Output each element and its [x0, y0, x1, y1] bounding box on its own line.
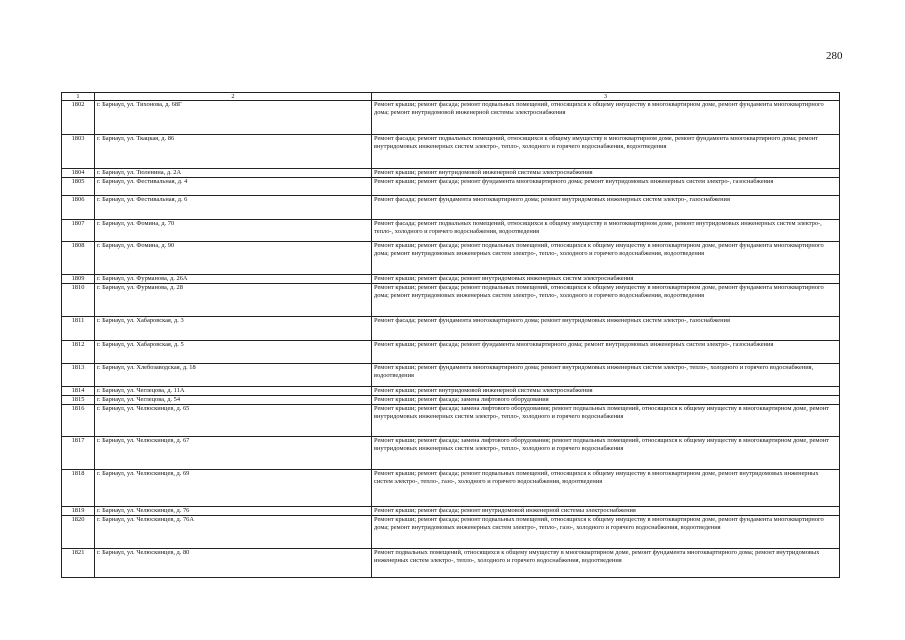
row-number: 1811 [62, 317, 95, 341]
row-number: 1817 [62, 437, 95, 470]
row-works: Ремонт крыши; ремонт фасада; ремонт подвальных помещений, относящихся к общему имуществу в многоквартирном доме, ремонт фундамента многоквартирного дома; ремонт внутридомовых инженерных систем электро-, тепло-, холодного и горячего водоснабжения, водоотведения [372, 284, 840, 317]
row-number: 1808 [62, 242, 95, 275]
row-works: Ремонт подвальных помещений, относящихся к общему имуществу в многоквартирном доме, ремонт фундамента многоквартирного дома; ремонт внутридомовых инженерных систем электро-, тепло-, холодного и горячего водоснабжения, водоотведения [372, 549, 840, 578]
table-row [62, 275, 840, 284]
row-address: г. Барнаул, ул. Фестивальная, д. 6 [95, 196, 372, 220]
row-address: г. Барнаул, ул. Челюскинцев, д. 67 [95, 437, 372, 470]
row-number: 1813 [62, 364, 95, 387]
row-address: г. Барнаул, ул. Хабаровская, д. 3 [95, 317, 372, 341]
row-works: Ремонт фасада; ремонт подвальных помещений, относящихся к общему имуществу в многоквартирном доме, ремонт фундамента многоквартирного дома; ремонт внутридомовых инженерных систем электро-, тепло-, холодного и горячего водоснабжения, водоотведения [372, 135, 840, 169]
column-header-1: 1 [62, 93, 95, 101]
table-row [62, 364, 840, 387]
row-number: 1818 [62, 470, 95, 507]
table-row [62, 387, 840, 396]
column-header-3: 3 [372, 93, 840, 101]
row-number: 1809 [62, 275, 95, 284]
table-row [62, 101, 840, 135]
row-address: г. Барнаул, ул. Чеглецова, д. 54 [95, 396, 372, 405]
table-row [62, 284, 840, 317]
row-address: г. Барнаул, ул. Челюскинцев, д. 76А [95, 516, 372, 549]
table-row [62, 470, 840, 507]
row-number: 1802 [62, 101, 95, 135]
row-number: 1812 [62, 341, 95, 364]
row-works: Ремонт крыши; ремонт внутридомовой инженерной системы электроснабжения [372, 169, 840, 178]
table-row [62, 242, 840, 275]
table-row [62, 169, 840, 178]
row-works: Ремонт крыши; ремонт фасада; ремонт внутридомовых инженерных систем электроснабжения [372, 275, 840, 284]
row-address: г. Барнаул, ул. Хабаровская, д. 5 [95, 341, 372, 364]
row-number: 1821 [62, 549, 95, 578]
column-header-2: 2 [95, 93, 372, 101]
row-number: 1810 [62, 284, 95, 317]
row-number: 1819 [62, 507, 95, 516]
table-row [62, 549, 840, 578]
row-number: 1804 [62, 169, 95, 178]
row-address: г. Барнаул, ул. Хлебозаводская, д. 18 [95, 364, 372, 387]
row-address: г. Барнаул, ул. Ткацкая, д. 86 [95, 135, 372, 169]
row-address: г. Барнаул, ул. Фомина, д. 90 [95, 242, 372, 275]
table-row [62, 405, 840, 437]
row-address: г. Барнаул, ул. Чеглецова, д. 11А [95, 387, 372, 396]
row-works: Ремонт крыши; ремонт фундамента многоквартирного дома; ремонт внутридомовых инженерных систем электро-, тепло-, холодного и горячего водоснабжения, водоотведения [372, 364, 840, 387]
row-works: Ремонт крыши; ремонт фасада; замена лифтового оборудования [372, 396, 840, 405]
row-address: г. Барнаул, ул. Тюленина, д. 2А [95, 169, 372, 178]
row-number: 1814 [62, 387, 95, 396]
table-row [62, 178, 840, 196]
row-number: 1805 [62, 178, 95, 196]
row-address: г. Барнаул, ул. Челюскинцев, д. 76 [95, 507, 372, 516]
row-address: г. Барнаул, ул. Челюскинцев, д. 69 [95, 470, 372, 507]
row-address: г. Барнаул, ул. Фурманова, д. 28 [95, 284, 372, 317]
table-row [62, 220, 840, 242]
row-works: Ремонт крыши; ремонт фасада; ремонт подвальных помещений, относящихся к общему имуществу в многоквартирном доме, ремонт фундамента многоквартирного дома; ремонт внутридомовых инженерных систем электро-, тепло-, холодного и горячего водоснабжения, водоотведения [372, 242, 840, 275]
row-works: Ремонт крыши; ремонт внутридомовой инженерной системы электроснабжения [372, 387, 840, 396]
row-works: Ремонт фасада; ремонт фундамента многоквартирного дома; ремонт внутридомовых инженерных систем электро-, газоснабжения [372, 196, 840, 220]
table-body [62, 101, 840, 578]
row-number: 1815 [62, 396, 95, 405]
row-works: Ремонт крыши; ремонт фасада; ремонт подвальных помещений, относящихся к общему имуществу в многоквартирном доме, ремонт фундамента многоквартирного дома; ремонт внутридомовой инженерной системы электроснабжения [372, 101, 840, 135]
repair-works-table [61, 92, 840, 578]
row-works: Ремонт фасада; ремонт подвальных помещений, относящихся к общему имуществу в многоквартирном доме, ремонт внутридомовых инженерных систем электро-, тепло-, холодного и горячего водоснабжения, водоотведения [372, 220, 840, 242]
row-address: г. Барнаул, ул. Фурманова, д. 26А [95, 275, 372, 284]
row-works: Ремонт крыши; ремонт фасада; замена лифтового оборудования; ремонт подвальных помещений, относящихся к общему имуществу в многоквартирном доме, ремонт внутридомовых инженерных систем электро-, тепло-, холодного и горячего водоснабжения [372, 437, 840, 470]
row-works: Ремонт крыши; ремонт фасада; замена лифтового оборудования; ремонт подвальных помещений, относящихся к общему имуществу в многоквартирном доме, ремонт внутридомовых инженерных систем электро-, тепло-, холодного и горячего водоснабжения [372, 405, 840, 437]
table-row [62, 341, 840, 364]
table-row [62, 516, 840, 549]
row-address: г. Барнаул, ул. Фомина, д. 70 [95, 220, 372, 242]
row-works: Ремонт крыши; ремонт фасада; ремонт подвальных помещений, относящихся к общему имуществу в многоквартирном доме, ремонт внутридомовых инженерных систем электро-, тепло-, газо-, холодного и горячего водоснабжения, водоотведения [372, 470, 840, 507]
row-number: 1816 [62, 405, 95, 437]
row-works: Ремонт крыши; ремонт фасада; ремонт подвальных помещений, относящихся к общему имуществу в многоквартирном доме, ремонт фундамента многоквартирного дома; ремонт внутридомовых инженерных систем электро-, тепло-, газо-, холодного и горячего водоснабжения, водоотведения [372, 516, 840, 549]
row-number: 1803 [62, 135, 95, 169]
row-address: г. Барнаул, ул. Челюскинцев, д. 65 [95, 405, 372, 437]
table-row [62, 317, 840, 341]
row-number: 1820 [62, 516, 95, 549]
column-number-row [62, 93, 840, 101]
row-number: 1807 [62, 220, 95, 242]
row-address: г. Барнаул, ул. Тихонова, д. 68Г [95, 101, 372, 135]
row-works: Ремонт фасада; ремонт фундамента многоквартирного дома; ремонт внутридомовых инженерных систем электро-, газоснабжения [372, 317, 840, 341]
row-works: Ремонт крыши; ремонт фасада; ремонт фундамента многоквартирного дома; ремонт внутридомовых инженерных систем электро-, газоснабжения [372, 178, 840, 196]
row-works: Ремонт крыши; ремонт фасада; ремонт внутридомовой инженерной системы электроснабжения [372, 507, 840, 516]
table-row [62, 437, 840, 470]
row-works: Ремонт крыши; ремонт фасада; ремонт фундамента многоквартирного дома; ремонт внутридомовых инженерных систем электро-, газоснабжения [372, 341, 840, 364]
table-row [62, 396, 840, 405]
table-row [62, 196, 840, 220]
page-number: 280 [826, 50, 843, 62]
table-row [62, 507, 840, 516]
row-number: 1806 [62, 196, 95, 220]
table-row [62, 135, 840, 169]
row-address: г. Барнаул, ул. Челюскинцев, д. 80 [95, 549, 372, 578]
repair-works-table-container [61, 92, 839, 578]
row-address: г. Барнаул, ул. Фестивальная, д. 4 [95, 178, 372, 196]
